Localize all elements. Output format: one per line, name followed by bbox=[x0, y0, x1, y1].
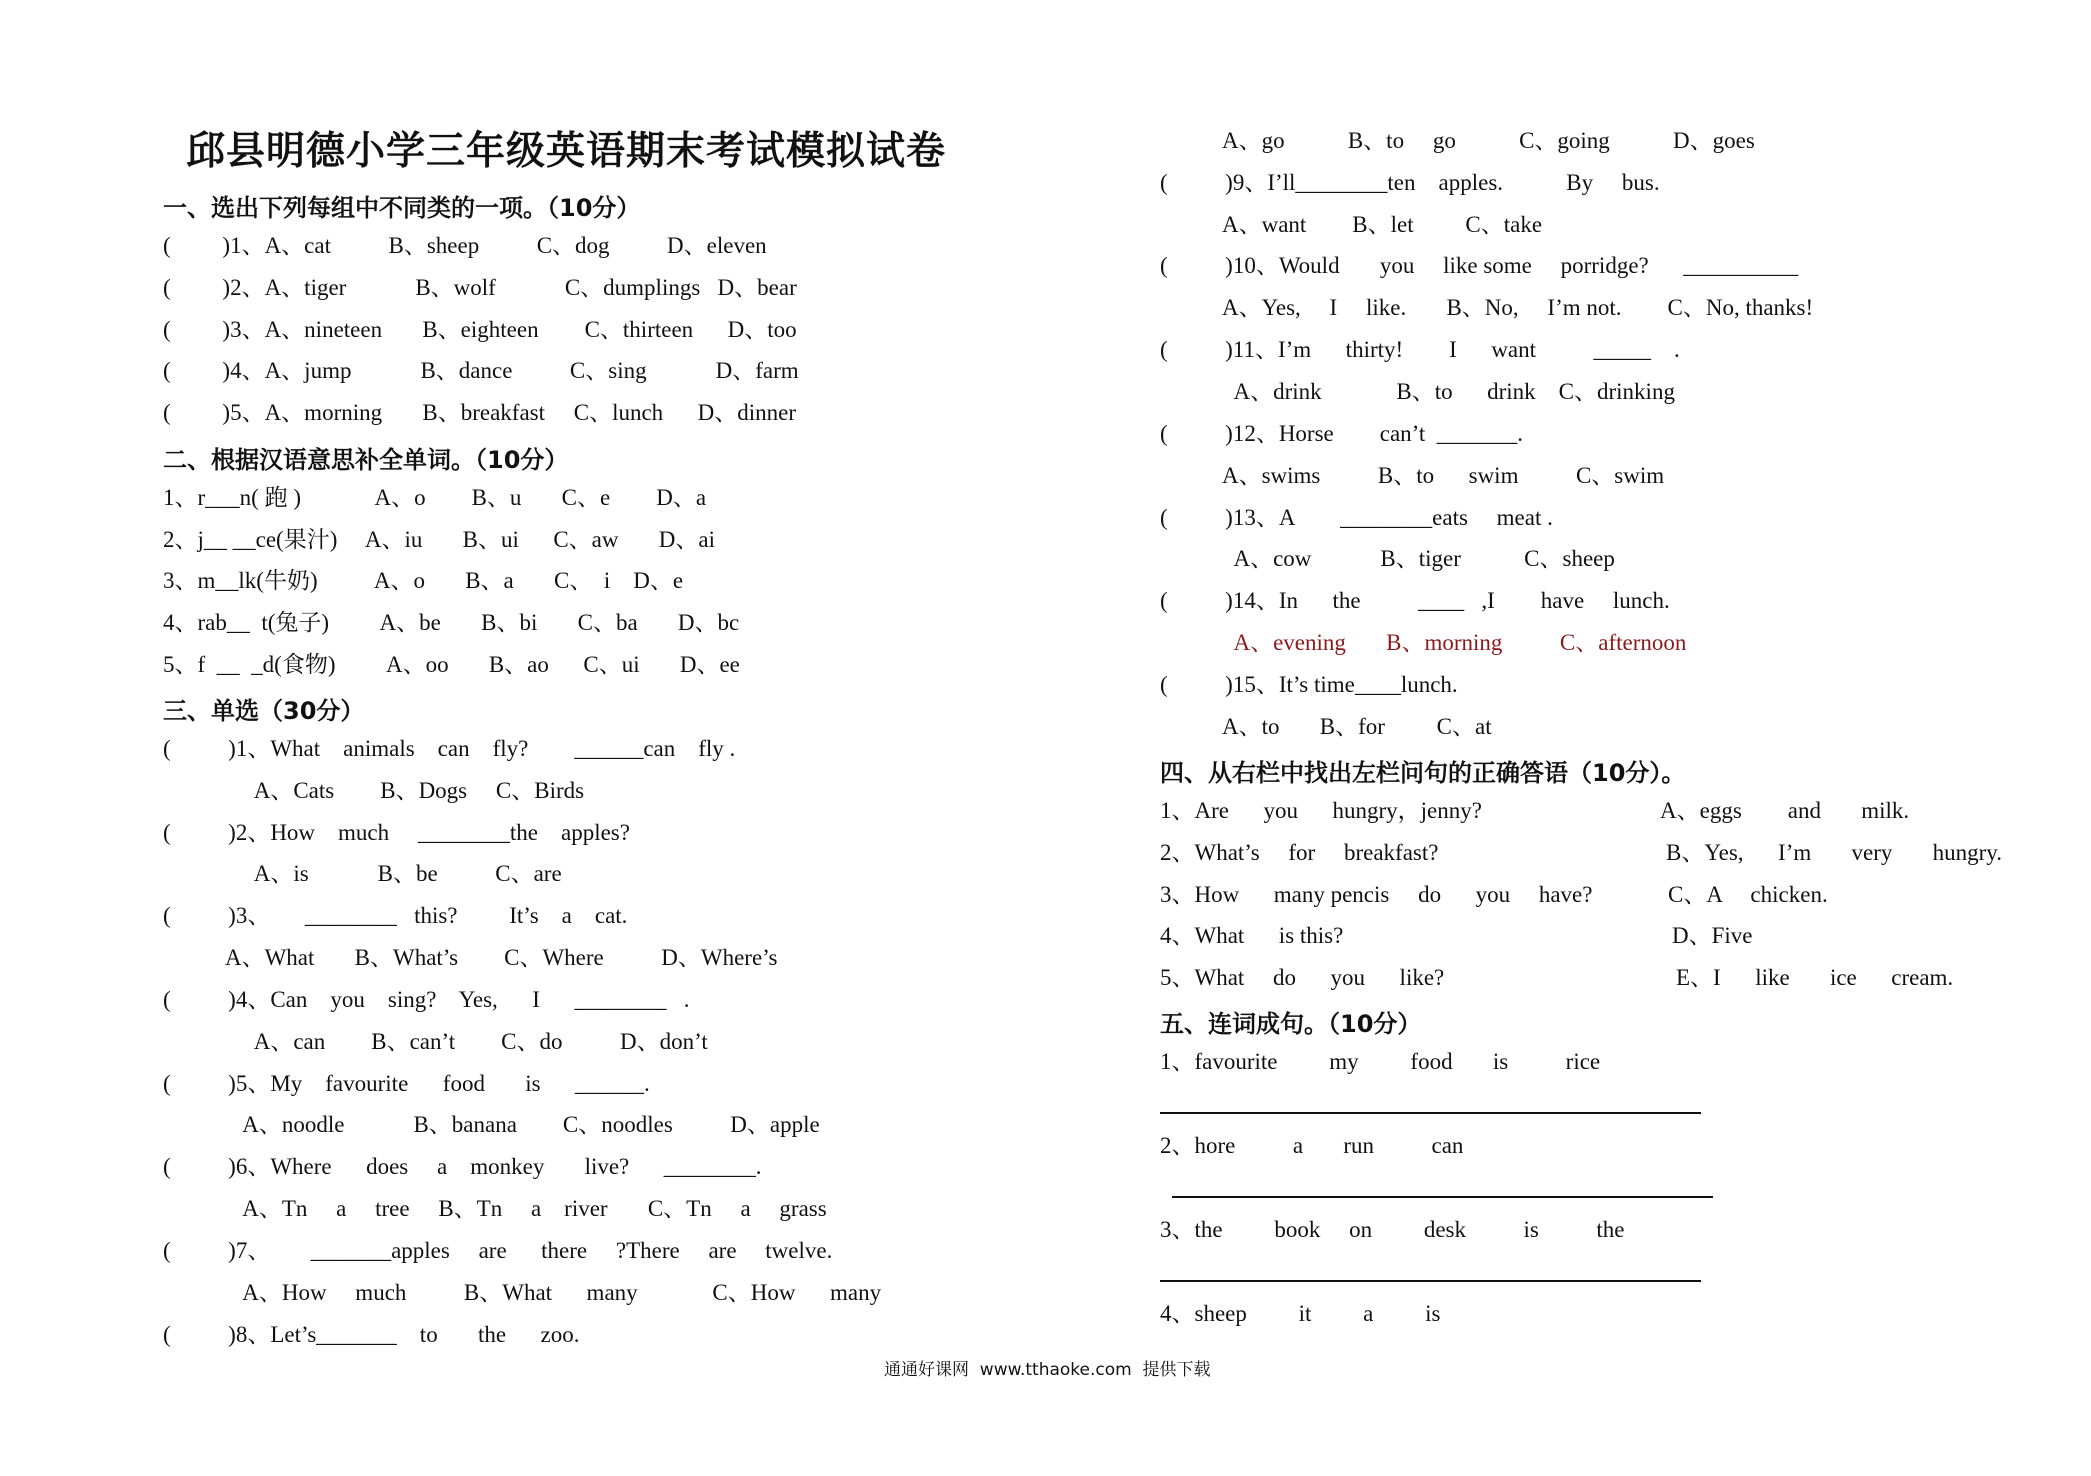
sentence-words: 4、sheep it a is bbox=[1160, 1301, 1441, 1326]
option-line: A、What B、What’s C、Where D、Where’s bbox=[163, 945, 778, 970]
sentence-words: 2、hore a run can bbox=[1160, 1133, 1464, 1158]
option-line: A、Tn a tree B、Tn a river C、Tn a grass bbox=[163, 1196, 827, 1221]
option-line: A、is B、be C、are bbox=[163, 861, 562, 886]
option-line: A、drink B、to drink C、drinking bbox=[1160, 379, 1675, 404]
section-5-heading: 五、连词成句。（10分） bbox=[1160, 1010, 1422, 1038]
section-2-heading: 二、根据汉语意思补全单词。（10分） bbox=[163, 446, 569, 474]
answer-line bbox=[1160, 1112, 1701, 1114]
option-line: A、Yes, I like. B、No, I’m not. C、No, thanks! bbox=[1160, 295, 1814, 320]
question-line: ( )4、A、jump B、dance C、sing D、farm bbox=[163, 358, 799, 383]
option-line: A、cow B、tiger C、sheep bbox=[1160, 546, 1615, 571]
option-line-highlighted: A、evening B、morning C、afternoon bbox=[1160, 630, 1687, 655]
match-question: 3、How many pencis do you have? bbox=[1160, 882, 1593, 907]
option-line: A、Cats B、Dogs C、Birds bbox=[163, 778, 585, 803]
question-line: ( )7、 _______apples are there ?There are twelve. bbox=[163, 1238, 833, 1263]
question-line: ( )12、Horse can’t _______. bbox=[1160, 421, 1524, 446]
section-3-heading: 三、单选（30分） bbox=[163, 697, 365, 725]
match-answer: A、eggs and milk. bbox=[1660, 798, 1910, 823]
question-line: 5、f __ _d(食物) A、oo B、ao C、ui D、ee bbox=[163, 652, 740, 677]
question-line: ( )3、A、nineteen B、eighteen C、thirteen D、too bbox=[163, 317, 797, 342]
match-answer: B、Yes, I’m very hungry. bbox=[1666, 840, 2003, 865]
match-question: 5、What do you like? bbox=[1160, 965, 1445, 990]
match-question: 4、What is this? bbox=[1160, 923, 1344, 948]
question-line: ( )14、In the ____ ,I have lunch. bbox=[1160, 588, 1670, 613]
option-line: A、swims B、to swim C、swim bbox=[1160, 463, 1665, 488]
option-line: A、noodle B、banana C、noodles D、apple bbox=[163, 1112, 820, 1137]
match-answer: E、I like ice cream. bbox=[1676, 965, 1954, 990]
question-line: 2、j__ __ce(果汁) A、iu B、ui C、aw D、ai bbox=[163, 527, 715, 552]
question-line: 4、rab__ t(兔子) A、be B、bi C、ba D、bc bbox=[163, 610, 740, 635]
option-line: A、want B、let C、take bbox=[1160, 212, 1543, 237]
option-line: A、can B、can’t C、do D、don’t bbox=[163, 1029, 708, 1054]
answer-line bbox=[1172, 1196, 1713, 1198]
question-line: ( )13、A ________eats meat . bbox=[1160, 505, 1553, 530]
question-line: ( )4、Can you sing? Yes, I ________ . bbox=[163, 987, 690, 1012]
question-line: ( )2、A、tiger B、wolf C、dumplings D、bear bbox=[163, 275, 797, 300]
question-line: 1、r___n( 跑 ) A、o B、u C、e D、a bbox=[163, 485, 707, 510]
question-line: ( )3、 ________ this? It’s a cat. bbox=[163, 903, 628, 928]
question-line: ( )2、How much ________the apples? bbox=[163, 820, 630, 845]
page-title: 邱县明德小学三年级英语期末考试模拟试卷 bbox=[186, 129, 947, 174]
question-line: ( )1、What animals can fly? ______can fly . bbox=[163, 736, 736, 761]
option-line: A、to B、for C、at bbox=[1160, 714, 1492, 739]
option-line: A、go B、to go C、going D、goes bbox=[1160, 128, 1755, 153]
section-1-heading: 一、选出下列每组中不同类的一项。（10分） bbox=[163, 194, 641, 222]
question-line: ( )5、A、morning B、breakfast C、lunch D、dinner bbox=[163, 400, 797, 425]
answer-line bbox=[1160, 1280, 1701, 1282]
question-line: ( )9、I’ll________ten apples. By bus. bbox=[1160, 170, 1660, 195]
match-question: 2、What’s for breakfast? bbox=[1160, 840, 1439, 865]
question-line: ( )5、My favourite food is ______. bbox=[163, 1071, 650, 1096]
question-line: ( )11、I’m thirty! I want _____ . bbox=[1160, 337, 1680, 362]
question-line: ( )1、A、cat B、sheep C、dog D、eleven bbox=[163, 233, 767, 258]
section-4-heading: 四、从右栏中找出左栏问句的正确答语（10分）。 bbox=[1160, 759, 1686, 787]
question-line: 3、m__lk(牛奶) A、o B、a C、 i D、e bbox=[163, 568, 684, 593]
match-question: 1、Are you hungry，jenny? bbox=[1160, 798, 1482, 823]
question-line: ( )8、Let’s_______ to the zoo. bbox=[163, 1322, 580, 1347]
match-answer: C、A chicken. bbox=[1668, 882, 1828, 907]
footer-credit: 通通好课网 www.tthaoke.com 提供下载 bbox=[884, 1360, 1211, 1380]
match-answer: D、Five bbox=[1672, 923, 1753, 948]
question-line: ( )15、It’s time____lunch. bbox=[1160, 672, 1458, 697]
sentence-words: 3、the book on desk is the bbox=[1160, 1217, 1625, 1242]
option-line: A、How much B、What many C、How many bbox=[163, 1280, 882, 1305]
question-line: ( )10、Would you like some porridge? __________ bbox=[1160, 253, 1799, 278]
question-line: ( )6、Where does a monkey live? ________. bbox=[163, 1154, 762, 1179]
sentence-words: 1、favourite my food is rice bbox=[1160, 1049, 1601, 1074]
